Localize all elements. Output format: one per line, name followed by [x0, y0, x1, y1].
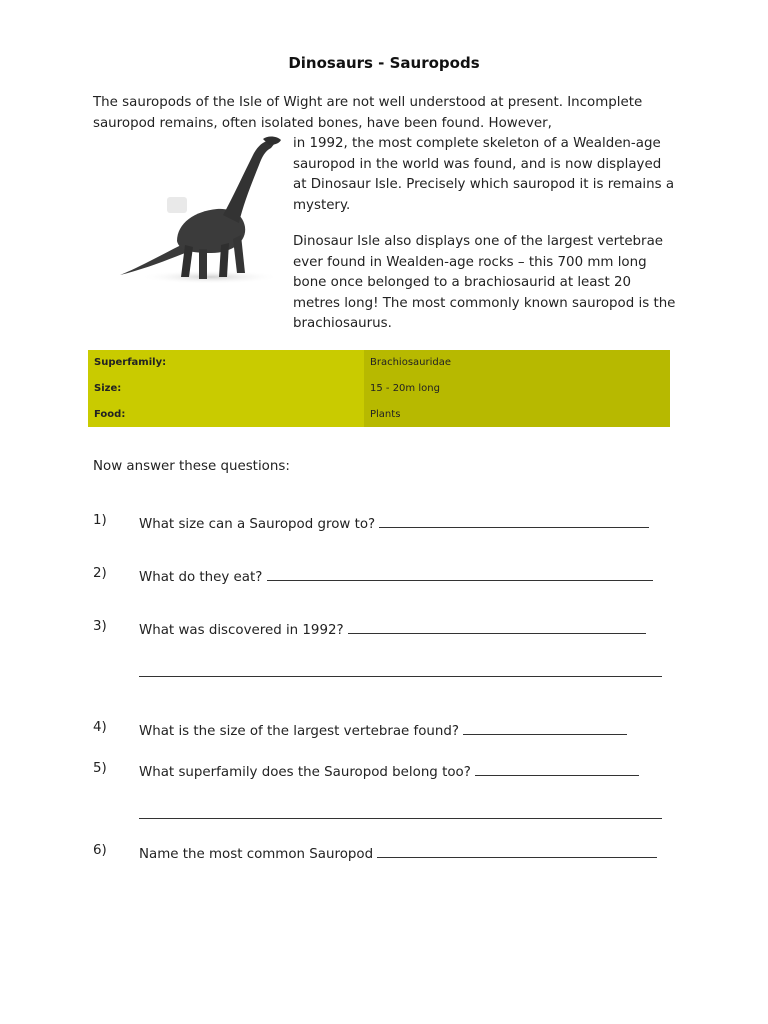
- question-text: What superfamily does the Sauropod belong too?: [139, 765, 471, 780]
- fact-label: Superfamily:: [88, 350, 364, 376]
- fact-row-size: [88, 376, 670, 402]
- answer-blank[interactable]: [267, 566, 653, 581]
- answer-line[interactable]: [139, 818, 662, 819]
- fact-table: [88, 350, 670, 427]
- fact-row-food: [88, 401, 670, 427]
- question-number: 2): [93, 566, 107, 581]
- intro-paragraph-1-continued: in 1992, the most complete skeleton of a Wealden-age sauropod in the world was found, and is now displayed at Dinosaur Isle. Precisely which sauropod it is remains a mystery.: [293, 136, 675, 213]
- question-text: What size can a Sauropod grow to?: [139, 517, 376, 532]
- questions-intro: Now answer these questions:: [93, 459, 290, 474]
- question-text: What is the size of the largest vertebrae found?: [139, 724, 460, 739]
- fact-label: Size:: [88, 376, 364, 402]
- fact-value: Brachiosauridae: [364, 350, 670, 376]
- intro-paragraph-top: The sauropods of the Isle of Wight are not well understood at present. Incomplete sauropod remains, often isolated bones, have been found. However,: [93, 95, 643, 131]
- fact-value: 15 - 20m long: [364, 376, 670, 402]
- question-text: What was discovered in 1992?: [139, 623, 344, 638]
- page-title: Dinosaurs - Sauropods: [288, 54, 480, 72]
- fact-value: Plants: [364, 401, 670, 427]
- answer-line[interactable]: [139, 676, 662, 677]
- answer-blank[interactable]: [348, 619, 646, 634]
- answer-blank[interactable]: [379, 513, 649, 528]
- question-text: What do they eat?: [139, 570, 263, 585]
- brachiosaurus-image: [115, 135, 295, 285]
- question-number: 6): [93, 843, 107, 858]
- question-number: 4): [93, 720, 107, 735]
- answer-blank[interactable]: [463, 720, 627, 735]
- answer-blank[interactable]: [377, 843, 657, 858]
- fact-row-superfamily: [88, 350, 670, 376]
- fact-label: Food:: [88, 401, 364, 427]
- question-number: 5): [93, 761, 107, 776]
- answer-blank[interactable]: [475, 761, 639, 776]
- question-number: 1): [93, 513, 107, 528]
- intro-paragraph-2: Dinosaur Isle also displays one of the largest vertebrae ever found in Wealden-age rocks – this 700 mm long bone once belonged to a brachiosaurid at least 20 metres long! The most commonly known sauropod is the brachiosaurus.: [293, 234, 676, 331]
- question-text: Name the most common Sauropod: [139, 847, 374, 862]
- question-number: 3): [93, 619, 107, 634]
